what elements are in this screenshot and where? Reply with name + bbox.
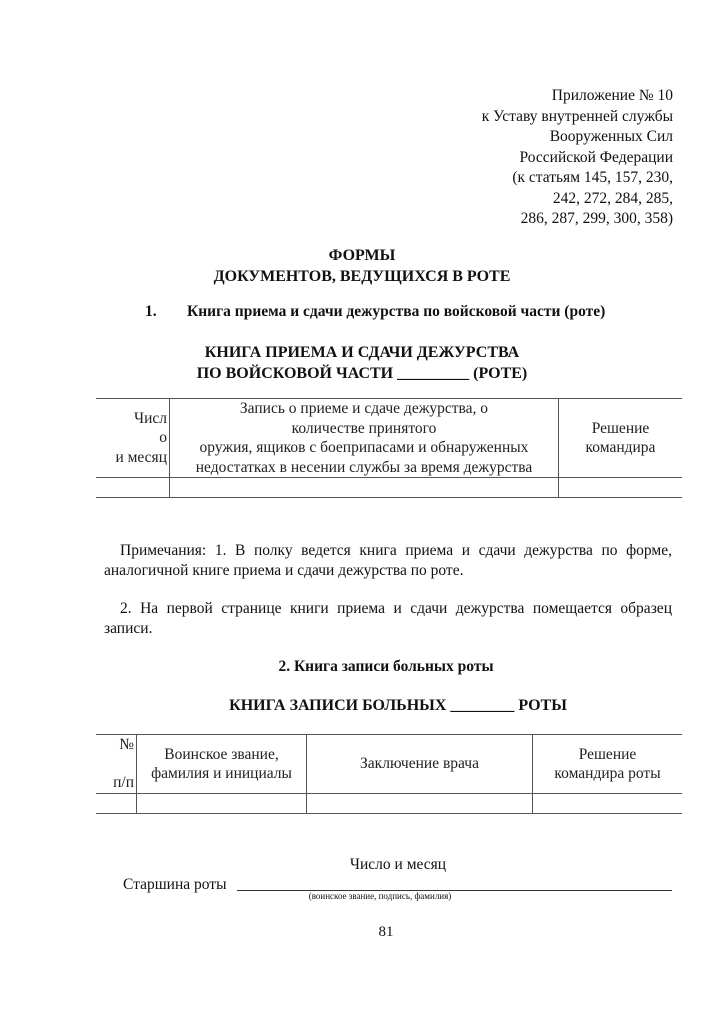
header-rank-name (137, 735, 307, 794)
header-record-line: количестве принятого (291, 419, 437, 437)
header-rank-line: фамилия и инициалы (151, 765, 292, 782)
page-title-line2: ДОКУМЕНТОВ, ВЕДУЩИХСЯ В РОТЕ (213, 268, 511, 285)
form1-title-line2: ПО ВОЙСКОВОЙ ЧАСТИ _________ (РОТЕ) (196, 365, 528, 382)
header-decision (559, 399, 683, 478)
header-date-line: и месяц (115, 448, 167, 466)
table-row (96, 794, 682, 814)
table-cell (137, 794, 307, 814)
appendix-reference (482, 86, 673, 230)
date-label: Число и месяц (349, 856, 447, 873)
table-row (96, 478, 682, 498)
header-record (170, 399, 559, 478)
header-doctor-conclusion: Заключение врача (307, 735, 533, 794)
page-number: 81 (378, 924, 394, 940)
table-cell (96, 478, 170, 498)
sick-book-table (96, 734, 682, 814)
form1-title (0, 342, 724, 384)
signature-caption: (воинское звание, подпись, фамилия) (308, 891, 452, 901)
header-date (96, 399, 170, 478)
header-record-line: оружия, ящиков с боеприпасами и обнаруженных (199, 439, 529, 456)
notes (104, 541, 672, 581)
table-header-row (96, 399, 682, 478)
section1-number: 1. (145, 303, 157, 320)
signature-label: Старшина роты (123, 876, 227, 893)
table-cell (170, 478, 559, 498)
appendix-line: Российской Федерации (519, 148, 673, 166)
header-number (96, 735, 137, 794)
table-cell (96, 794, 137, 814)
header-record-line: Запись о приеме и сдаче дежурства, о (239, 400, 489, 417)
table-cell (559, 478, 683, 498)
appendix-line: к Уставу внутренней службы (481, 107, 673, 125)
table-cell (307, 794, 533, 814)
appendix-line: (к статьям 145, 157, 230, (512, 169, 673, 186)
header-decision-line: командира (585, 439, 656, 456)
appendix-line: Вооруженных Сил (549, 128, 673, 145)
appendix-line: Приложение № 10 (551, 87, 673, 104)
appendix-line: 286, 287, 299, 300, 358) (520, 210, 673, 227)
header-number-line: п/п (113, 773, 134, 791)
header-decision-line: Решение (578, 745, 637, 763)
duty-book-table (96, 398, 682, 498)
header-commander-decision (533, 735, 683, 794)
header-date-line: о (159, 429, 167, 447)
form1-title-line1: КНИГА ПРИЕМА И СДАЧИ ДЕЖУРСТВА (204, 344, 520, 361)
section2-heading: 2. Книга записи больных роты (278, 658, 494, 675)
appendix-line: 242, 272, 284, 285, (552, 189, 673, 207)
page-title-line1: ФОРМЫ (328, 247, 396, 264)
table-header-row (96, 735, 682, 794)
header-record-line: недостатках в несении службы за время дежурства (195, 458, 533, 476)
header-number-line: № (119, 736, 134, 753)
form2-title: КНИГА ЗАПИСИ БОЛЬНЫХ ________ РОТЫ (229, 697, 567, 714)
notes-2 (104, 599, 672, 639)
header-rank-line: Воинское звание, (164, 745, 279, 763)
note-1: Примечания: 1. В полку ведется книга приема и сдачи дежурства по форме, аналогичной книге приема и сдачи дежурства по роте. (104, 542, 672, 579)
table-cell (533, 794, 683, 814)
header-decision-line: командира роты (554, 765, 661, 782)
header-date-line: Числ (134, 409, 167, 427)
header-decision-line: Решение (591, 419, 650, 437)
section1-heading: Книга приема и сдачи дежурства по войсковой части (роте) (187, 303, 606, 320)
note-2: 2. На первой странице книги приема и сдачи дежурства помещается образец записи. (104, 600, 672, 637)
page-title (0, 245, 724, 287)
